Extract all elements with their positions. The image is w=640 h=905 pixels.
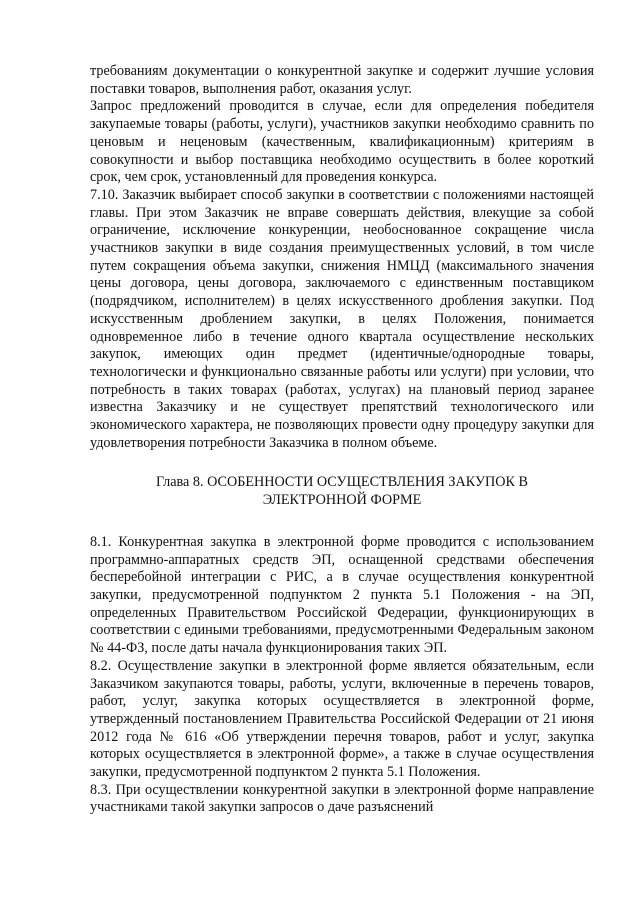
paragraph-8-2: 8.2. Осуществление закупки в электронной форме является обязательным, если Заказчиком закупаются товары, работы, услуги, включенные в перечень товаров, работ, услуг, закупка которых осуществляется в электронной форме, утвержденный постановлением Правительства Российской Федерации от 21 июня 2012 года № 616 «Об утверждении перечня товаров, работ и услуг, закупка которых осуществляется в электронной форме», а также в случае осуществления закупки, предусмотренной подпунктом 2 пункта 5.1 Положения. — [90, 657, 594, 781]
chapter-8-heading — [90, 474, 594, 509]
paragraph-8-1: 8.1. Конкурентная закупка в электронной форме проводится с использованием программно-аппаратных средств ЭП, оснащенной средствами обеспечения бесперебойной интеграции с РИС, а в случае осуществления конкурентной закупки, предусмотренной подпунктом 2 пункта 5.1 Положения - на ЭП, определенных Правительством Российской Федерации, функционирующих в соответствии с едиными требованиями, предусмотренными Федеральным законом № 44-ФЗ, после даты начала функционирования таких ЭП. — [90, 533, 594, 657]
document-page — [90, 63, 594, 817]
paragraph-7-10: 7.10. Заказчик выбирает способ закупки в соответствии с положениями настоящей главы. При этом Заказчик не вправе совершать действия, влекущие за собой ограничение, исключение конкуренции, необоснованное сокращение числа участников закупки в виде создания преимущественных условий, в том числе путем сокращения объема закупки, снижения НМЦД (максимального значения цены договора, цены договора, заключаемого с единственным поставщиком (подрядчиком, исполнителем) в целях искусственного дробления закупки. Под искусственным дроблением закупки, в целях Положения, понимается одновременное либо в течение одного квартала осуществление нескольких закупок, имеющих один предмет (идентичные/однородные товары, технологически и функционально связанные работы или услуги) при условии, что потребность в таких товарах (работах, услугах) на плановый период заранее известна Заказчику и не существует препятствий технологического или экономического характера, не позволяющих провести одну процедуру закупки для удовлетворения потребности Заказчика в полном объеме. — [90, 186, 594, 451]
paragraph-continuation: требованиям документации о конкурентной закупке и содержит лучшие условия поставки товаров, выполнения работ, оказания услуг. — [90, 63, 594, 97]
paragraph-request-for-proposals: Запрос предложений проводится в случае, если для определения победителя закупаемые товары (работы, услуги), участников закупки необходимо сравнить по ценовым и неценовым (качественным, квалификационным) критериям в совокупности и выбор поставщика необходимо осуществить в более короткий срок, чем срок, установленный для проведения конкурса. — [90, 98, 594, 186]
chapter-8-heading-line-1: Глава 8. ОСОБЕННОСТИ ОСУЩЕСТВЛЕНИЯ ЗАКУПОК В — [156, 474, 528, 491]
chapter-8-heading-line-2: ЭЛЕКТРОННОЙ ФОРМЕ — [262, 492, 422, 509]
paragraph-8-3: 8.3. При осуществлении конкурентной закупки в электронной форме направление участниками такой закупки запросов о даче разъяснений — [90, 781, 594, 816]
